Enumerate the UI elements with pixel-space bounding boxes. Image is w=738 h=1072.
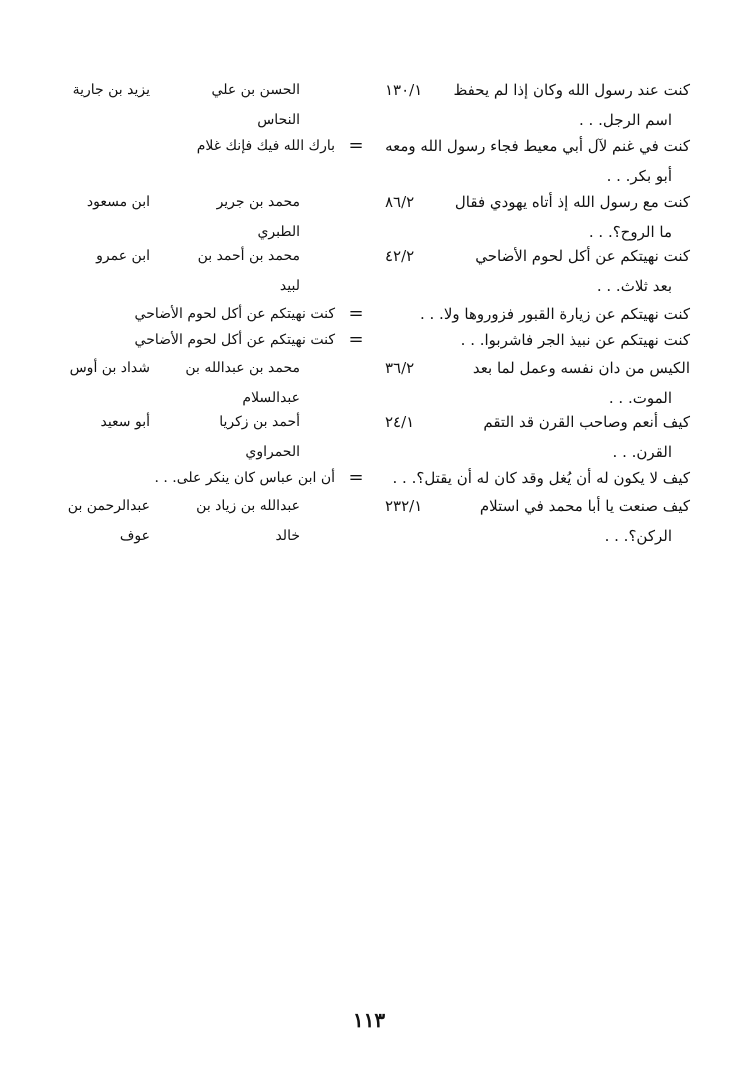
same-as-marker: = [348,303,364,324]
hadith-text-continued: أبو بكر. . . [606,167,672,185]
hadith-text: كيف أنعم وصاحب القرن قد التقم [483,413,690,431]
hadith-text: كنت عند رسول الله وكان إذا لم يحفظ [453,81,690,99]
index-entry [30,408,690,466]
hadith-text: كيف صنعت يا أبا محمد في استلام [479,497,690,515]
narrator-name-continued: الطبري [257,224,300,240]
same-as-hadith: كنت نهيتكم عن أكل لحوم الأضاحي [134,306,335,322]
narrator-name-continued: الحمراوي [245,444,300,460]
hadith-text: كنت نهيتكم عن أكل لحوم الأضاحي [475,247,690,265]
same-as-hadith: أن ابن عباس كان ينكر على. . . [154,470,335,486]
narrator-name: الحسن بن علي [211,82,300,98]
volume-page-reference: ١٣٠/١ [385,81,423,99]
companion-name: يزيد بن جارية [72,82,150,98]
volume-page-reference: ٣٦/٢ [385,359,415,377]
index-entry [30,354,690,412]
hadith-text: كنت مع رسول الله إذ أتاه يهودي فقال [454,193,690,211]
index-entry [30,492,690,550]
index-entry [30,132,690,190]
index-entry [30,242,690,300]
narrator-name-continued: لبيد [279,278,300,294]
narrator-name: محمد بن جرير [216,194,300,210]
hadith-text-continued: ما الروح؟. . . [588,223,672,241]
volume-page-reference: ٨٦/٢ [385,193,415,211]
page-number: ١١٣ [352,1008,386,1032]
narrator-name-continued: النحاس [257,112,300,128]
hadith-text-continued: اسم الرجل. . . [579,111,672,129]
hadith-text: كنت في غنم لآل أبي معيط فجاء رسول الله ومعه [385,137,690,155]
same-as-hadith: كنت نهيتكم عن أكل لحوم الأضاحي [134,332,335,348]
same-as-marker: = [348,467,364,488]
narrator-name: عبدالله بن زياد بن [196,498,300,514]
index-entry [30,188,690,246]
companion-name: ابن عمرو [96,248,150,264]
index-entry [30,326,690,356]
same-as-marker: = [348,329,364,350]
companion-name: شداد بن أوس [69,360,150,376]
hadith-text: كنت نهيتكم عن زيارة القبور فزوروها ولا. . . [419,305,690,323]
volume-page-reference: ٤٢/٢ [385,247,415,265]
index-entry [30,76,690,134]
narrator-name-continued: خالد [275,528,300,544]
narrator-name-continued: عبدالسلام [242,390,300,406]
index-entry [30,464,690,494]
same-as-marker: = [348,135,364,156]
companion-name: عبدالرحمن بن [67,498,150,514]
companion-name: أبو سعيد [100,414,150,430]
volume-page-reference: ٢٣٢/١ [385,497,423,515]
narrator-name: أحمد بن زكريا [219,414,300,430]
hadith-text-continued: الركن؟. . . [604,527,672,545]
hadith-text: كيف لا يكون له أن يُغل وقد كان له أن يقتل؟. . . [392,469,690,487]
hadith-text: كنت نهيتكم عن نبيذ الجر فاشربوا. . . [460,331,690,349]
narrator-name: محمد بن عبدالله بن [185,360,300,376]
hadith-text-continued: الموت. . . [608,389,672,407]
companion-name: ابن مسعود [86,194,150,210]
hadith-text-continued: بعد ثلاث. . . [596,277,672,295]
narrator-name: محمد بن أحمد بن [197,248,300,264]
companion-name-continued: عوف [119,528,150,544]
hadith-text: الكيس من دان نفسه وعمل لما بعد [472,359,690,377]
volume-page-reference: ٢٤/١ [385,413,415,431]
same-as-hadith: بارك الله فيك فإنك غلام [196,138,335,154]
hadith-text-continued: القرن. . . [612,443,672,461]
